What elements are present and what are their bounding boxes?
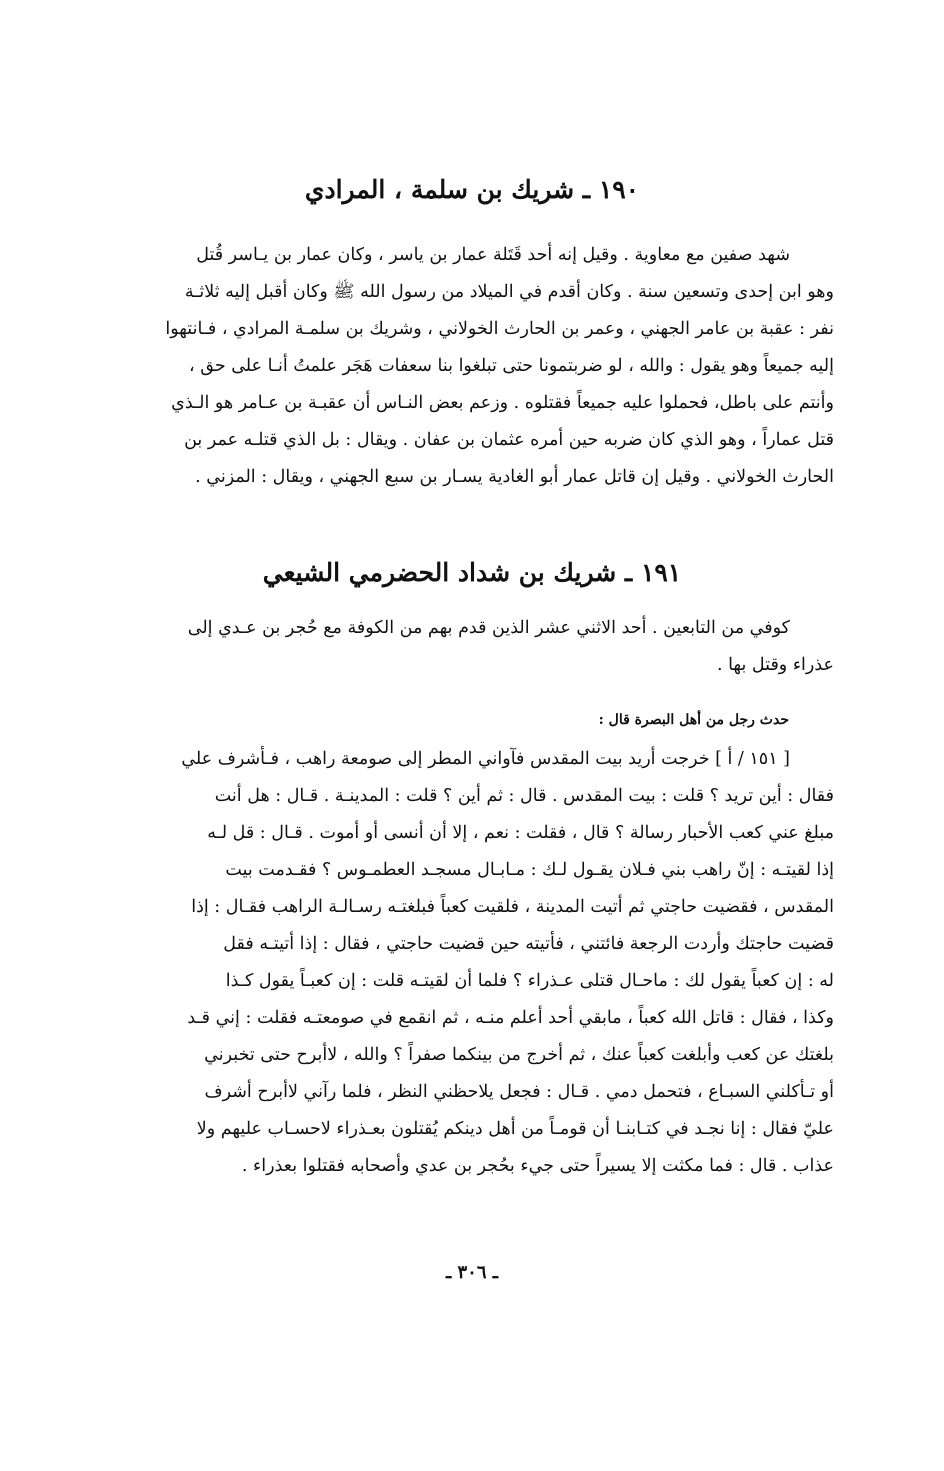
page-number: ـ ٣٠٦ ـ <box>445 1262 499 1283</box>
entry-190-text <box>110 237 834 496</box>
text-line: عليّ فقال : إنا نجـد في كتـابنـا أن قومـاً من أهل دينكم يُقتلون بعـذراء لاحسـاب عليهم ولا <box>196 1119 834 1139</box>
story-intro: حدث رجل من أهل البصرة قال : <box>598 712 789 728</box>
text-line: له : إن كعباً يقول لك : ماحـال قتلى عـذراء ؟ فلما أن لقيتـه قلت : إن كعبـاً يقول كـذا <box>225 971 834 991</box>
text-line: عذاب . قال : فما مكثت إلا يسيراً حتى جيء بحُجر بن عدي وأصحابه فقتلوا بعذراء . <box>241 1156 834 1176</box>
text-line: بلغتك عن كعب وأبلغت كعباً عنك ، ثم أخرج من بينكما صفراً ؟ والله ، لاأبرح حتى تخبرني <box>204 1045 834 1065</box>
text-line: إليه جميعاً وهو يقول : والله ، لو ضربتمونا حتى تبلغوا بنا سعفات هَجَر علمتُ أنـا على حق ، <box>189 356 834 376</box>
story-text <box>110 741 834 1185</box>
text-line: عذراء وقتل بها . <box>716 655 834 675</box>
entry-191-heading: ١٩١ ـ شريك بن شداد الحضرمي الشيعي <box>262 558 682 587</box>
text-line: المقدس ، فقضيت حاجتي ثم أتيت المدينة ، فلقيت كعباً فبلغتـه رسـالـة الراهب فقـال : إذا <box>191 897 834 917</box>
text-line: أو تـأكلني السبـاع ، فتحمل دمي . قـال : فجعل يلاحظني النظر ، فلما رآني لاأبرح أشرف <box>204 1082 834 1102</box>
text-line: فقال : أين تريد ؟ قلت : بيت المقدس . قال : ثم أين ؟ قلت : المدينـة . قـال : هل أنت <box>214 786 834 806</box>
text-line: إذا لقيتـه : إنّ راهب بني فـلان يقـول لـك : مـابـال مسجـد العطمـوس ؟ فقـدمت بيت <box>225 860 834 880</box>
text-line: مبلغ عني كعب الأحبار رسالة ؟ قال ، فقلت : نعم ، إلا أن أنسى أو أموت . قـال : قل لـه <box>207 823 834 843</box>
text-line: وأنتم على باطل، فحملوا عليه جميعاً فقتلوه . وزعم بعض النـاس أن عقبـة بن عـامر هو الـذي <box>171 393 834 413</box>
text-line: نفر : عقبة بن عامر الجهني ، وعمر بن الحارث الخولاني ، وشريك بن سلمـة المرادي ، فـانتهوا <box>165 319 834 339</box>
text-line: [ ١٥١ / أ ] خرجت أريد بيت المقدس فآواني المطر إلى صومعة راهب ، فـأشرف علي <box>181 749 790 769</box>
entry-190-heading: ١٩٠ ـ شريك بن سلمة ، المرادي <box>304 175 640 204</box>
text-line: وهو ابن إحدى وتسعين سنة . وكان أقدم في الميلاد من رسول الله ﷺ وكان أقبل إليه ثلاثـة <box>184 282 834 302</box>
text-line: قتل عماراً ، وهو الذي كان ضربه حين أمره عثمان بن عفان . ويقال : بل الذي قتلـه عمر بن <box>184 430 834 450</box>
text-line: قضيت حاجتك وأردت الرجعة فائتني ، فأتيته حين قضيت حاجتي ، فقال : إذا أتيتـه فقل <box>223 934 834 954</box>
text-line: كوفي من التابعين . أحد الاثني عشر الذين قدم بهم من الكوفة مع حُجر بن عـدي إلى <box>187 618 790 638</box>
text-line: شهد صفين مع معاوية . وقيل إنه أحد قَتَلة عمار بن ياسر ، وكان عمار بن يـاسر قُتل <box>196 245 790 265</box>
text-line: وكذا ، فقال : قاتل الله كعباً ، مابقي أحد أعلم منـه ، ثم انقمع في صومعتـه فقلت : إني قـد <box>187 1008 834 1028</box>
entry-191-text <box>110 610 834 684</box>
text-line: الحارث الخولاني . وقيل إن قاتل عمار أبو الغادية يسـار بن سبع الجهني ، ويقال : المزني . <box>195 467 834 487</box>
